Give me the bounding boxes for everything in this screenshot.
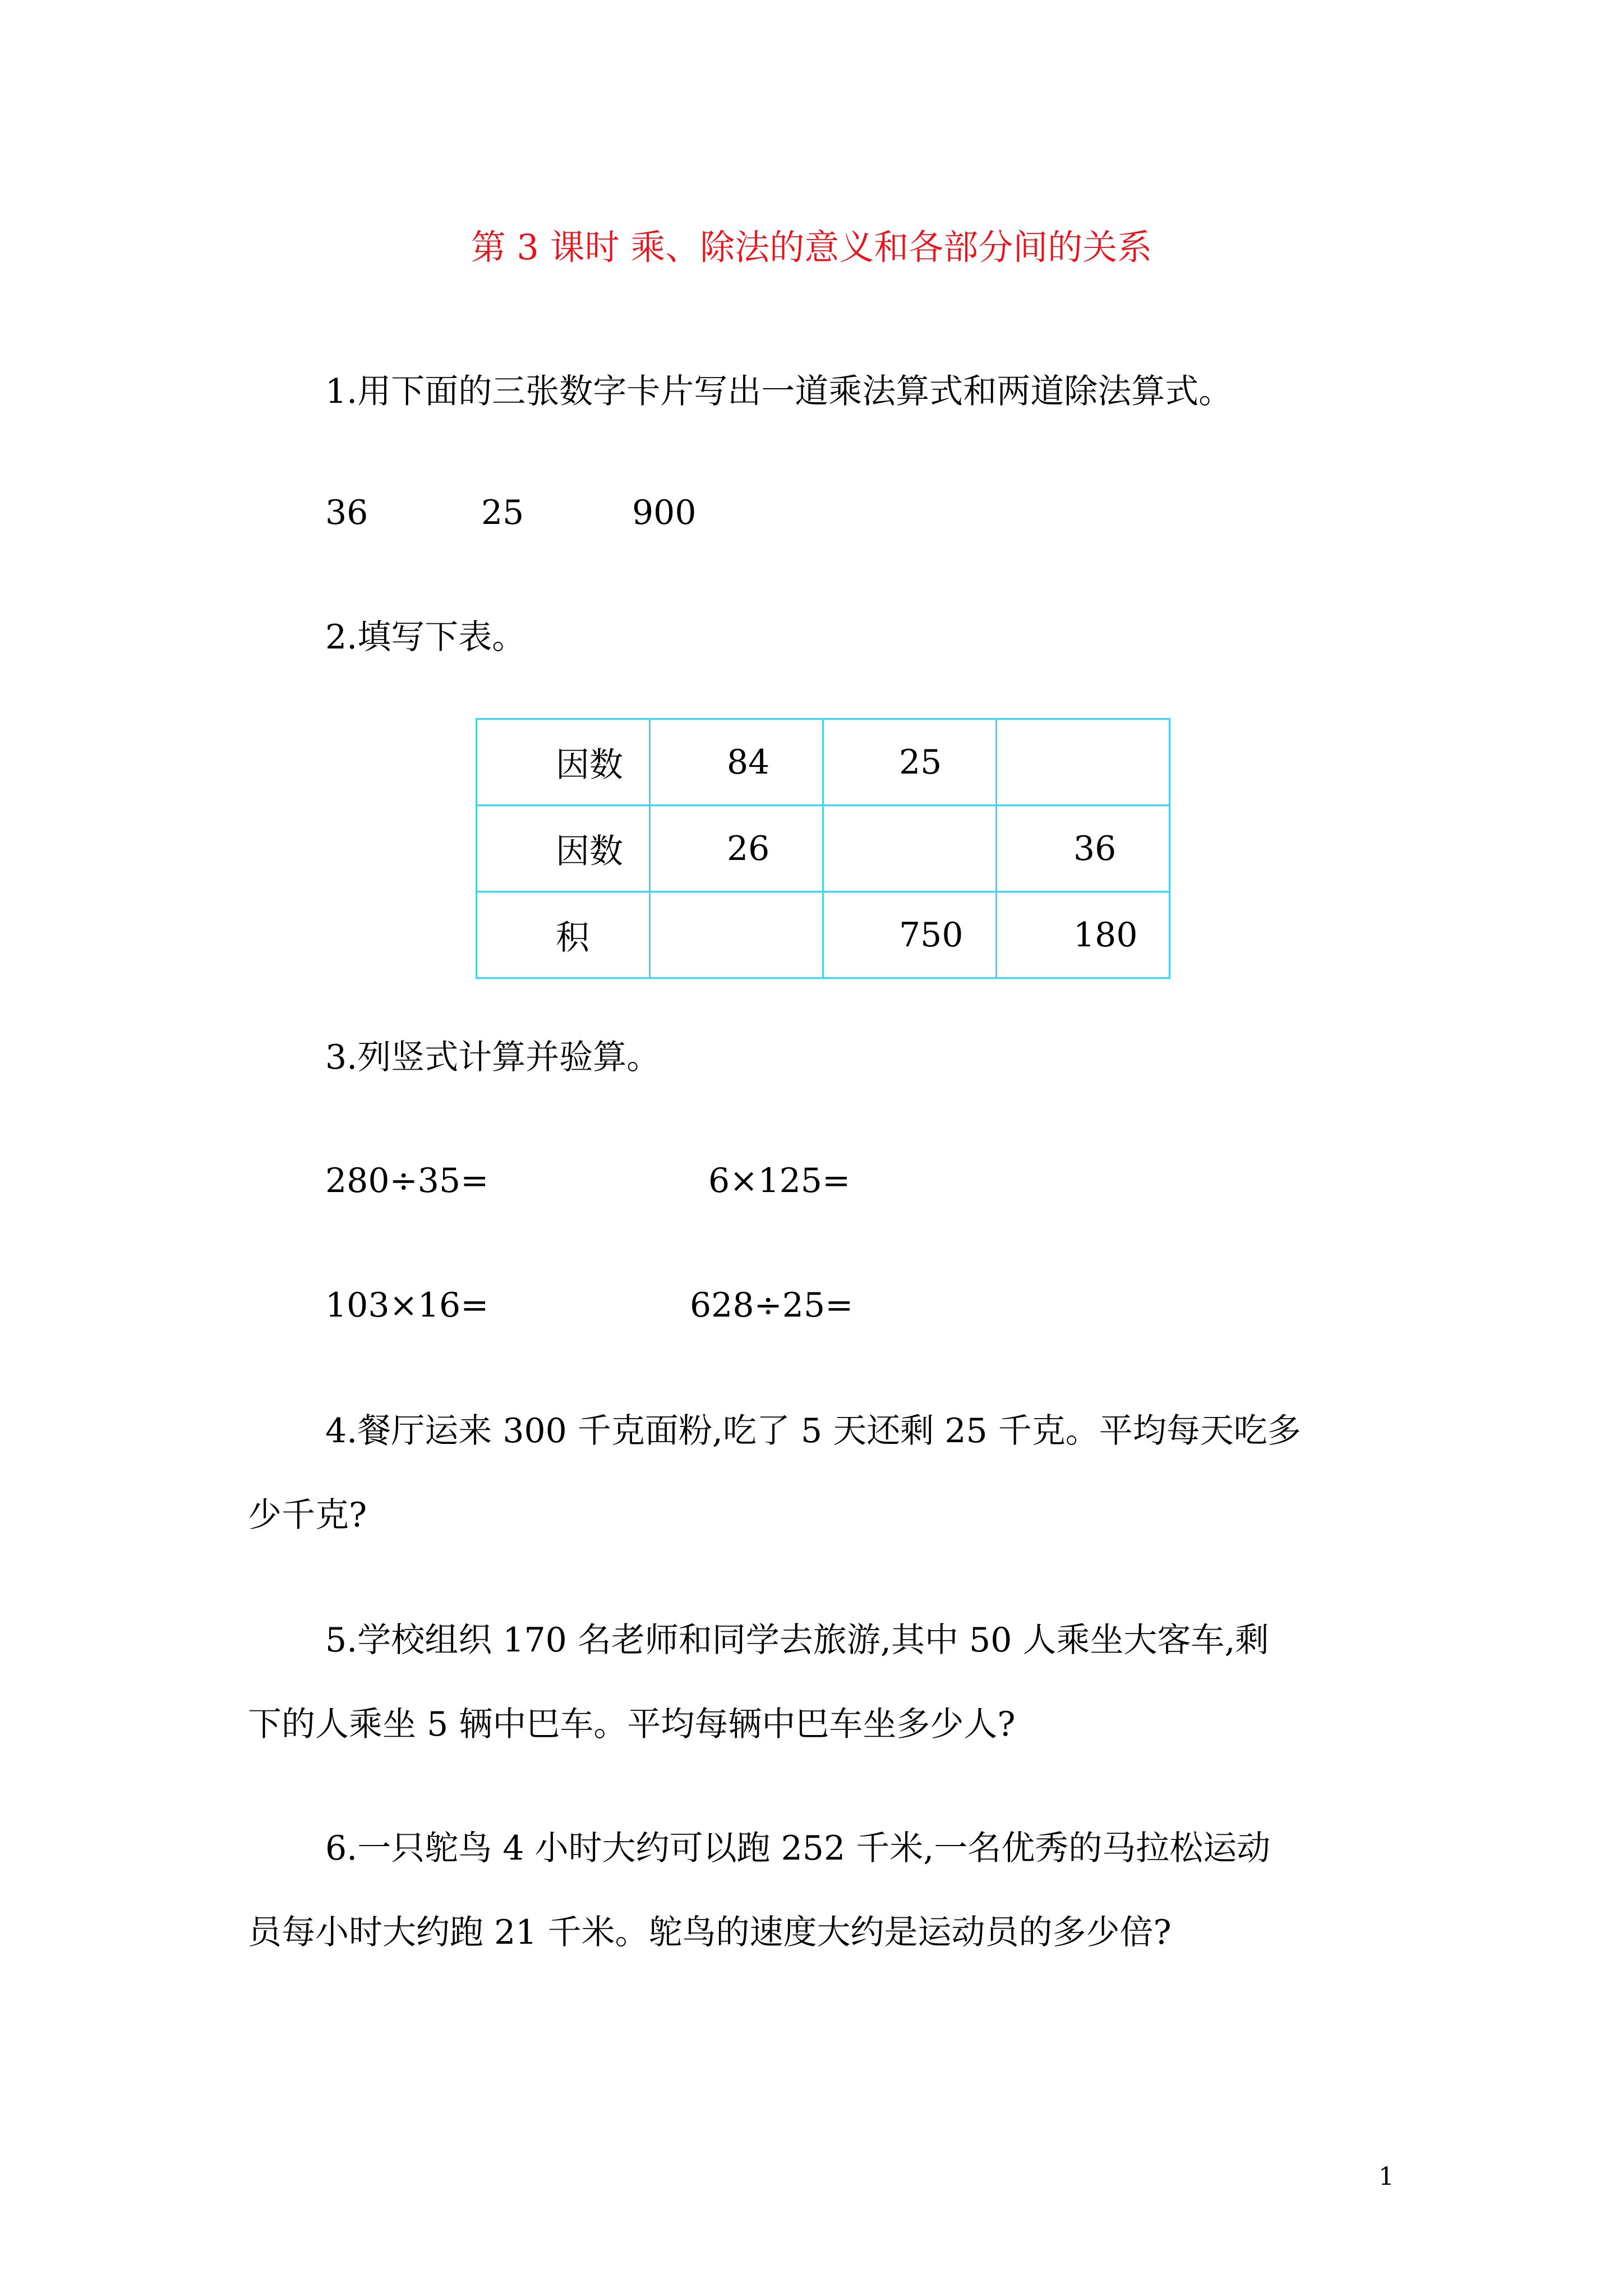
factor-table	[476, 718, 1170, 979]
table-cell: 26	[727, 829, 770, 868]
table-cell: 25	[899, 742, 942, 782]
table-row	[477, 719, 1170, 806]
table-cell: 750	[899, 915, 963, 955]
table-cell: 因数	[556, 831, 623, 871]
number-card: 900	[632, 493, 697, 532]
table-cell: 36	[1073, 829, 1117, 868]
table-cell: 因数	[556, 745, 623, 785]
question-2: 2.填写下表。	[325, 618, 526, 657]
question-4-line-1: 4.餐厅运来 300 千克面粉,吃了 5 天还剩 25 千克。平均每天吃多	[325, 1411, 1301, 1451]
table-row	[477, 892, 1170, 978]
number-card: 36	[325, 493, 368, 532]
number-card: 25	[481, 493, 524, 532]
question-5-line-1: 5.学校组织 170 名老师和同学去旅游,其中 50 人乘坐大客车,剩	[325, 1621, 1269, 1660]
table-cell: 84	[727, 742, 770, 782]
expression: 628÷25=	[690, 1286, 854, 1325]
question-5-line-2: 下的人乘坐 5 辆中巴车。平均每辆中巴车坐多少人?	[248, 1705, 1016, 1744]
question-4-line-2: 少千克?	[248, 1496, 367, 1535]
table-cell: 180	[1073, 915, 1138, 955]
question-6-line-2: 员每小时大约跑 21 千米。鸵鸟的速度大约是运动员的多少倍?	[248, 1913, 1172, 1952]
question-1: 1.用下面的三张数字卡片写出一道乘法算式和两道除法算式。	[325, 372, 1233, 411]
page-number: 1	[1378, 2162, 1394, 2191]
question-6-line-1: 6.一只鸵鸟 4 小时大约可以跑 252 千米,一名优秀的马拉松运动	[325, 1829, 1271, 1868]
expression: 280÷35=	[325, 1161, 489, 1200]
table-row	[477, 806, 1170, 892]
expression: 6×125=	[708, 1161, 851, 1200]
page-title: 第 3 课时 乘、除法的意义和各部分间的关系	[471, 227, 1152, 268]
table-cell: 积	[556, 918, 589, 958]
expression: 103×16=	[325, 1286, 489, 1325]
question-3: 3.列竖式计算并验算。	[325, 1038, 661, 1077]
